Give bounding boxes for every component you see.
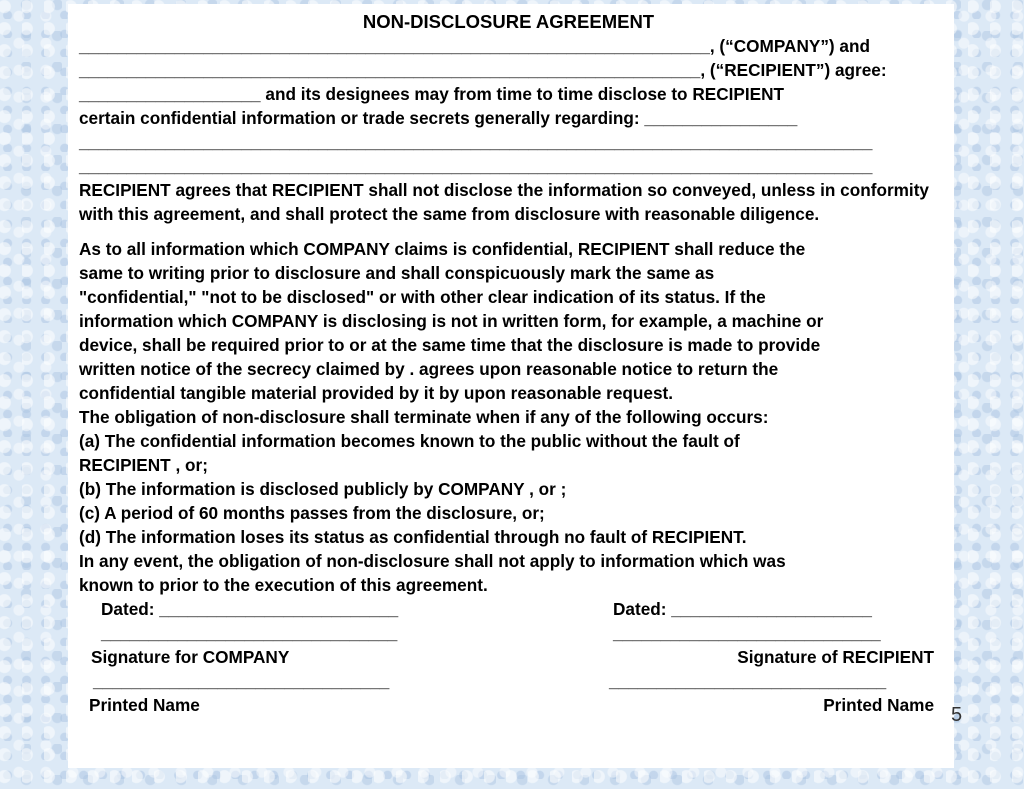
printed-name-line-recipient: _____________________________ [609,671,887,691]
printed-name-label-recipient: Printed Name [823,695,934,715]
signature-line-row [79,621,944,645]
page-number: 5 [951,704,963,726]
condition-d: (d) The information loses its status as confidential through no fault of RECIPIENT. [79,527,747,547]
confidential-paragraph-line: information which COMPANY is disclosing is not in written form, for example, a machine or [79,311,824,331]
agreement-page [68,4,954,768]
signature-line-company: _______________________________ [101,623,398,643]
condition-b: (b) The information is disclosed publicly by COMPANY , or ; [79,479,567,499]
signature-label-recipient: Signature of RECIPIENT [737,647,934,667]
final-clause-line: known to prior to the execution of this agreement. [79,575,488,595]
confidential-paragraph-line: same to writing prior to disclosure and shall conspicuously mark the same as [79,263,715,283]
signature-label-company: Signature for COMPANY [91,647,290,667]
blank-line-2: ___________________________________________________________________________________ [79,156,873,176]
dated-field-recipient: Dated: _____________________ [613,599,872,619]
printed-name-label-company: Printed Name [89,695,200,715]
document-title: NON-DISCLOSURE AGREEMENT [362,11,655,32]
designees-line: ___________________ and its designees may from time to time disclose to RECIPIENT [79,84,785,104]
signature-label-row [79,645,944,669]
company-line: __________________________________________________________________, (“COMPANY”) and [79,36,870,56]
confidential-paragraph-line: device, shall be required prior to or at the same time that the disclosure is made to provide [79,335,821,355]
dated-field-company: Dated: _________________________ [101,599,399,619]
condition-a: (a) The confidential information becomes known to the public without the fault of [79,431,740,451]
printed-name-label-row [79,693,944,717]
recipient-line: _________________________________________________________________, (“RECIPIENT”) agree: [79,60,887,80]
printed-name-line-row [79,669,944,693]
condition-c: (c) A period of 60 months passes from the disclosure, or; [79,503,545,523]
confidential-paragraph-line: written notice of the secrecy claimed by . agrees upon reasonable notice to return the [79,359,779,379]
paragraph-gap [79,226,944,237]
blank-line-1: ___________________________________________________________________________________ [79,132,873,152]
signature-line-recipient: ____________________________ [613,623,881,643]
non-disclosure-paragraph: RECIPIENT agrees that RECIPIENT shall not disclose the information so conveyed, unless in conformity with this agreement, and shall protect the same from disclosure with reasonable diligence. [79,180,929,224]
dated-row [79,597,944,621]
condition-a-continued: RECIPIENT , or; [79,455,208,475]
confidential-paragraph-line: confidential tangible material provided by it by upon reasonable request. [79,383,674,403]
confidential-paragraph-line: As to all information which COMPANY claims is confidential, RECIPIENT shall reduce the [79,239,806,259]
termination-intro: The obligation of non-disclosure shall terminate when if any of the following occurs: [79,407,769,427]
final-clause-line: In any event, the obligation of non-disclosure shall not apply to information which was [79,551,786,571]
confidential-paragraph-line: "confidential," "not to be disclosed" or with other clear indication of its status. If the [79,287,766,307]
printed-name-line-company: _______________________________ [93,671,390,691]
regarding-line: certain confidential information or trade secrets generally regarding: ________________ [79,108,798,128]
